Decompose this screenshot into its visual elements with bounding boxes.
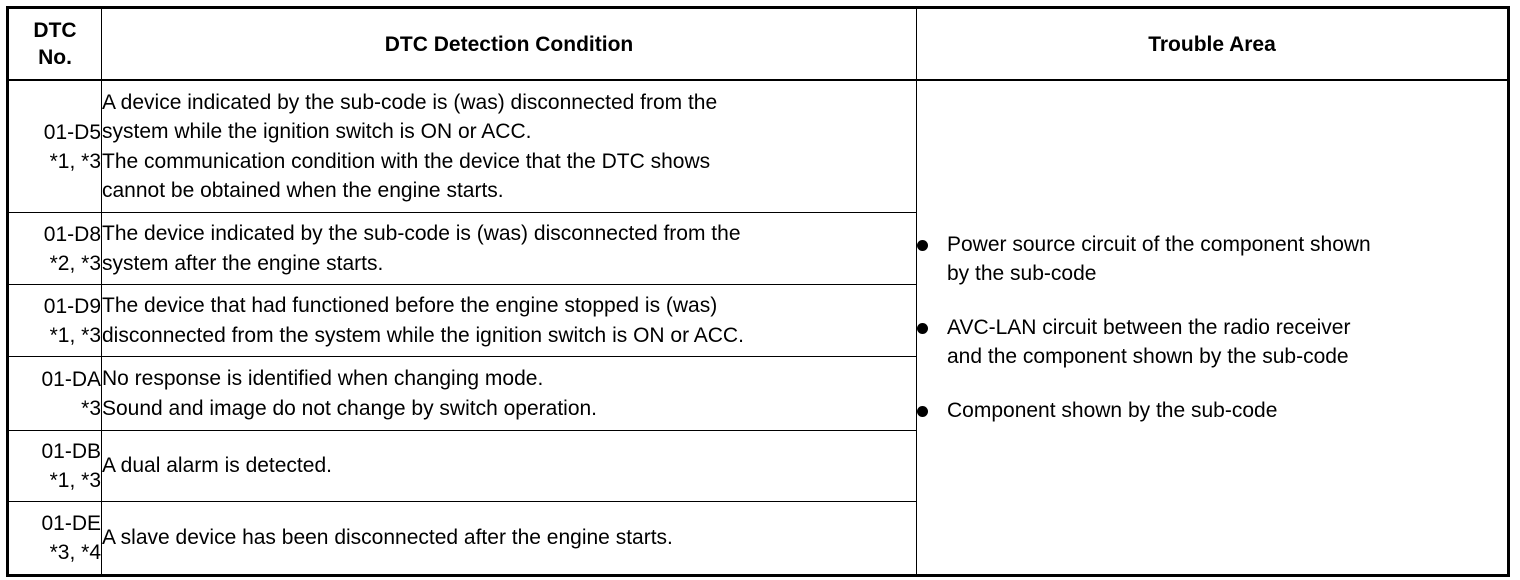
condition-line: The device indicated by the sub-code is (was) disconnected from the bbox=[102, 222, 741, 245]
trouble-area-item bbox=[917, 313, 1507, 372]
dtc-code: 01-DA bbox=[41, 367, 101, 391]
bullet-icon bbox=[917, 240, 928, 251]
trouble-area-cell bbox=[917, 80, 1509, 576]
condition-line: system while the ignition switch is ON or ACC. bbox=[102, 120, 532, 143]
header-dtc-no-line1: DTC bbox=[33, 19, 77, 42]
dtc-notes: *1, *3 bbox=[49, 323, 101, 347]
trouble-area-item bbox=[917, 396, 1507, 426]
condition-line: system after the engine starts. bbox=[102, 251, 384, 275]
dtc-notes: *3 bbox=[81, 396, 101, 420]
detection-condition-cell bbox=[102, 357, 917, 431]
detection-condition-cell bbox=[102, 431, 917, 502]
detection-condition-cell bbox=[102, 213, 917, 285]
dtc-number-cell bbox=[8, 80, 102, 213]
trouble-area-item bbox=[917, 230, 1507, 289]
dtc-notes: *1, *3 bbox=[49, 469, 101, 492]
dtc-notes: *1, *3 bbox=[49, 149, 101, 173]
condition-line: A device indicated by the sub-code is (was) disconnected from the bbox=[102, 90, 718, 114]
bullet-icon bbox=[917, 406, 928, 417]
trouble-area-text: Component shown by the sub-code bbox=[947, 398, 1278, 422]
dtc-code: 01-D9 bbox=[43, 294, 101, 318]
trouble-area-text: Power source circuit of the component shown bbox=[947, 232, 1371, 256]
condition-line: Sound and image do not change by switch operation. bbox=[102, 396, 598, 420]
trouble-area-text: and the component shown by the sub-code bbox=[947, 345, 1349, 369]
condition-line: A slave device has been disconnected after the engine starts. bbox=[102, 526, 673, 550]
condition-line: cannot be obtained when the engine starts. bbox=[102, 179, 504, 202]
header-dtc-no bbox=[8, 8, 102, 81]
detection-condition-cell bbox=[102, 80, 917, 213]
header-trouble-area: Trouble Area bbox=[917, 8, 1509, 81]
dtc-table bbox=[6, 6, 1510, 577]
table-header bbox=[8, 8, 1509, 81]
dtc-number-cell bbox=[8, 431, 102, 502]
trouble-area-text: by the sub-code bbox=[947, 262, 1097, 286]
dtc-code: 01-DB bbox=[41, 440, 101, 463]
bullet-icon bbox=[917, 323, 928, 334]
condition-line: disconnected from the system while the ignition switch is ON or ACC. bbox=[102, 323, 744, 347]
header-detection-condition: DTC Detection Condition bbox=[102, 8, 917, 81]
dtc-number-cell bbox=[8, 285, 102, 357]
detection-condition-cell bbox=[102, 285, 917, 357]
detection-condition-cell bbox=[102, 502, 917, 576]
table-body bbox=[8, 80, 1509, 576]
dtc-notes: *3, *4 bbox=[49, 541, 101, 564]
dtc-number-cell bbox=[8, 357, 102, 431]
trouble-area-text: AVC-LAN circuit between the radio receiver bbox=[947, 315, 1351, 339]
condition-line: The device that had functioned before the engine stopped is (was) bbox=[102, 294, 718, 317]
dtc-number-cell bbox=[8, 502, 102, 576]
table-row bbox=[8, 80, 1509, 213]
trouble-area-list bbox=[917, 230, 1507, 426]
header-row bbox=[8, 8, 1509, 81]
condition-line: The communication condition with the device that the DTC shows bbox=[102, 149, 711, 173]
condition-line: No response is identified when changing mode. bbox=[102, 367, 544, 390]
condition-line: A dual alarm is detected. bbox=[102, 454, 332, 478]
header-dtc-no-line2: No. bbox=[38, 46, 72, 69]
dtc-code: 01-D5 bbox=[43, 120, 101, 144]
dtc-number-cell bbox=[8, 213, 102, 285]
dtc-notes: *2, *3 bbox=[49, 251, 101, 275]
dtc-code: 01-D8 bbox=[43, 222, 101, 246]
dtc-code: 01-DE bbox=[41, 512, 101, 535]
